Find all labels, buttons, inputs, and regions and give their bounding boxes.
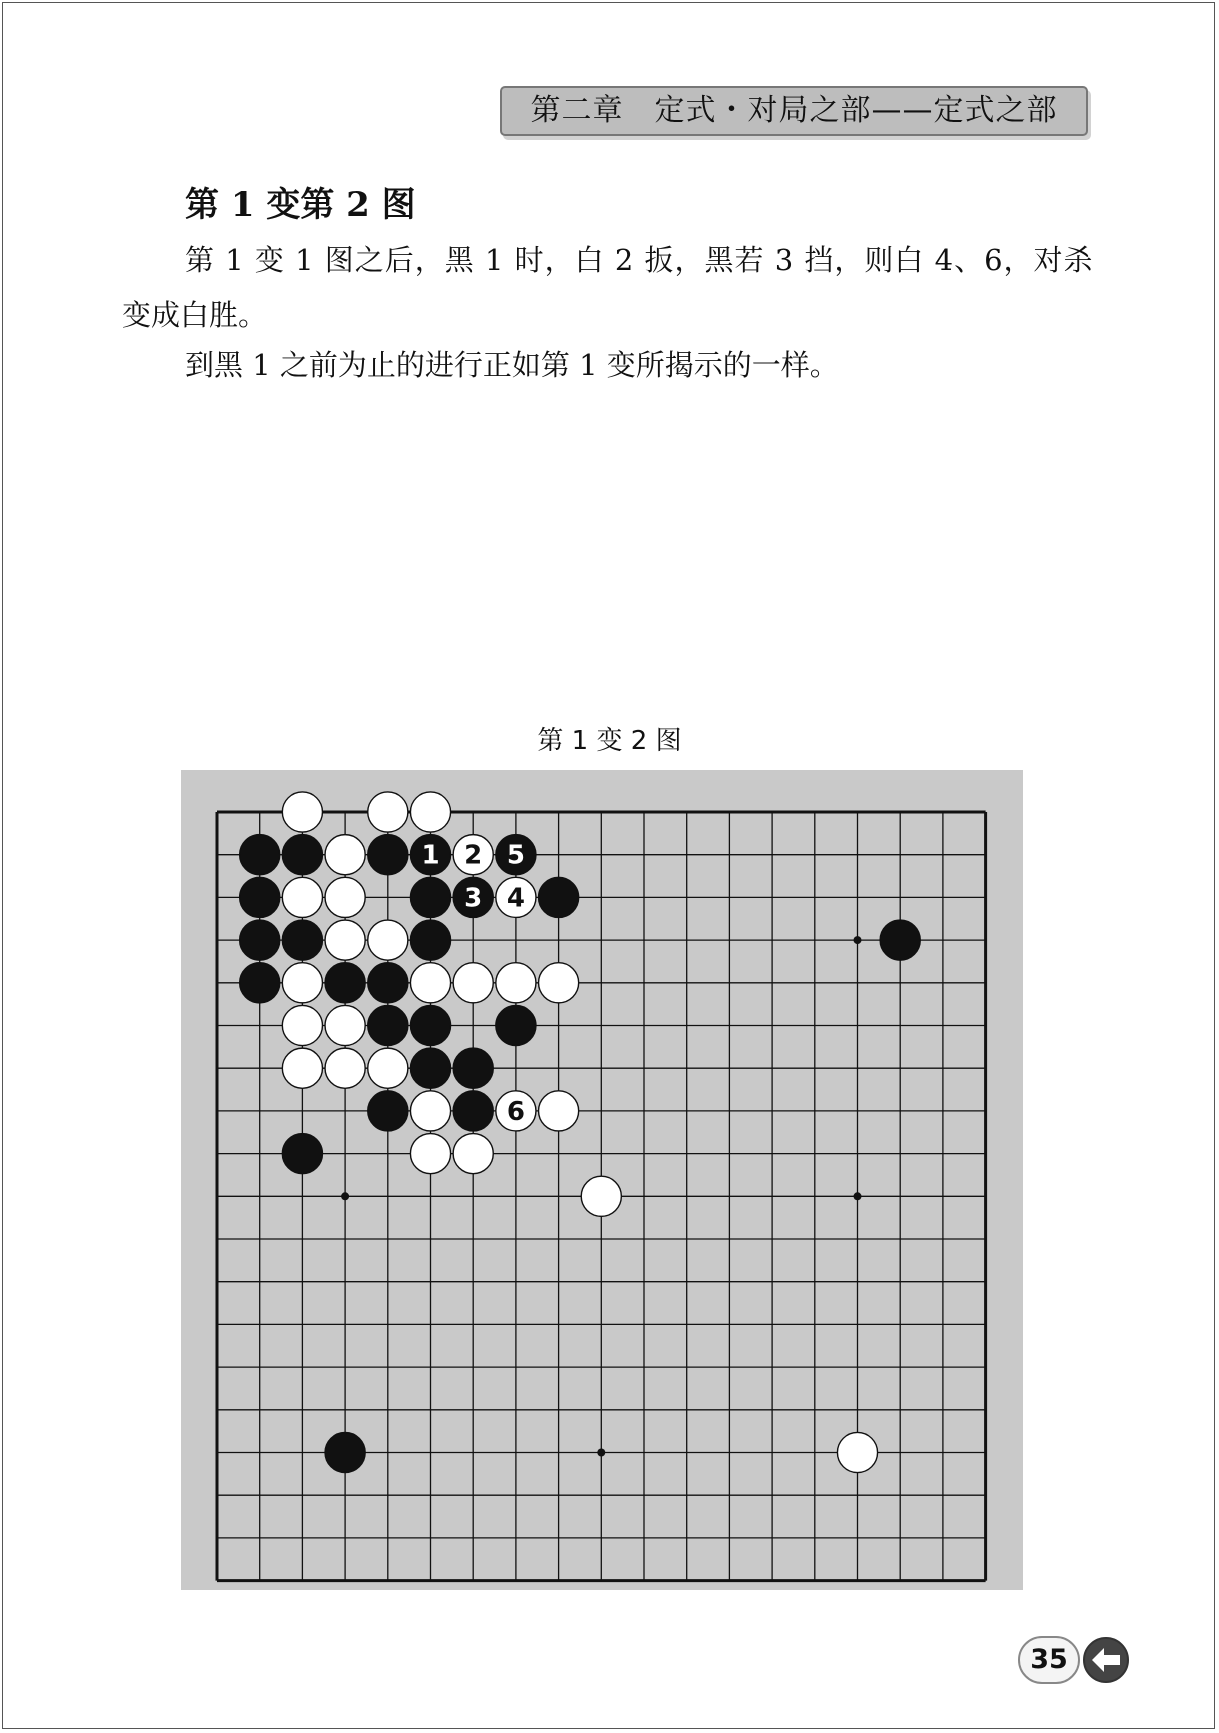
paragraph-2: 到黑 1 之前为止的进行正如第 1 变所揭示的一样。 — [185, 348, 839, 382]
black-stone — [240, 963, 280, 1003]
white-stone — [325, 920, 365, 960]
chapter-banner: 第二章 定式・对局之部——定式之部 — [500, 86, 1088, 136]
black-stone-1 — [410, 835, 450, 875]
white-stone — [453, 1134, 493, 1174]
page-number: 35 — [1018, 1636, 1080, 1684]
stone-disc — [282, 792, 322, 832]
white-stone — [368, 920, 408, 960]
stone-disc — [368, 1005, 408, 1045]
black-stone — [325, 963, 365, 1003]
stone-disc — [325, 963, 365, 1003]
stone-label: 2 — [464, 840, 483, 871]
stone-disc — [325, 1005, 365, 1045]
black-stone — [410, 877, 450, 917]
stone-disc — [282, 963, 322, 1003]
white-stone-4 — [496, 877, 536, 917]
stone-disc — [282, 877, 322, 917]
white-stone — [282, 877, 322, 917]
black-stone — [368, 835, 408, 875]
white-stone — [368, 792, 408, 832]
black-stone — [496, 1005, 536, 1045]
black-stone — [453, 1091, 493, 1131]
stone-label: 4 — [506, 883, 525, 914]
black-stone — [410, 1048, 450, 1088]
stone-disc — [325, 920, 365, 960]
stone-disc — [453, 1048, 493, 1088]
stone-disc — [581, 1176, 621, 1216]
stone-disc — [325, 877, 365, 917]
section-title: 第 1 变第 2 图 — [185, 185, 416, 225]
black-stone-5 — [496, 835, 536, 875]
black-stone — [282, 1134, 322, 1174]
black-stone — [410, 1005, 450, 1045]
white-stone — [453, 963, 493, 1003]
stone-disc — [410, 920, 450, 960]
stone-disc — [539, 963, 579, 1003]
black-stone — [282, 920, 322, 960]
white-stone — [410, 792, 450, 832]
stone-disc — [368, 792, 408, 832]
stone-disc — [410, 1048, 450, 1088]
stone-disc — [240, 920, 280, 960]
stone-disc — [282, 1134, 322, 1174]
stone-disc — [410, 877, 450, 917]
stone-disc — [410, 1091, 450, 1131]
stone-disc — [410, 792, 450, 832]
stone-label: 1 — [421, 840, 440, 871]
stone-disc — [453, 963, 493, 1003]
star-point — [341, 1192, 349, 1200]
white-stone — [368, 1048, 408, 1088]
black-stone — [453, 1048, 493, 1088]
star-point — [597, 1449, 605, 1457]
star-point — [854, 1192, 862, 1200]
stone-disc — [453, 1091, 493, 1131]
stone-disc — [539, 877, 579, 917]
black-stone-3 — [453, 877, 493, 917]
stone-disc — [282, 1048, 322, 1088]
stone-disc — [496, 1005, 536, 1045]
white-stone — [325, 877, 365, 917]
white-stone — [325, 835, 365, 875]
stone-disc — [539, 1091, 579, 1131]
stone-disc — [282, 920, 322, 960]
stone-disc — [453, 1134, 493, 1174]
white-stone — [282, 1005, 322, 1045]
black-stone — [240, 920, 280, 960]
stone-label: 3 — [464, 883, 483, 914]
stone-disc — [240, 835, 280, 875]
stone-disc — [325, 1432, 365, 1472]
stone-disc — [837, 1432, 877, 1472]
white-stone — [282, 792, 322, 832]
white-stone — [410, 1091, 450, 1131]
stone-disc — [282, 1005, 322, 1045]
go-board-diagram — [181, 770, 1023, 1590]
white-stone — [410, 963, 450, 1003]
figure-caption: 第 1 变 2 图 — [537, 726, 682, 756]
stone-disc — [410, 1005, 450, 1045]
go-board — [181, 770, 1023, 1590]
stone-disc — [410, 1134, 450, 1174]
back-arrow-icon[interactable] — [1082, 1636, 1130, 1684]
stone-disc — [368, 1091, 408, 1131]
star-point — [854, 936, 862, 944]
white-stone — [496, 963, 536, 1003]
white-stone — [282, 963, 322, 1003]
black-stone — [539, 877, 579, 917]
white-stone — [325, 1005, 365, 1045]
black-stone — [368, 1005, 408, 1045]
white-stone — [539, 963, 579, 1003]
white-stone-2 — [453, 835, 493, 875]
stone-disc — [368, 920, 408, 960]
stone-label: 5 — [506, 840, 525, 871]
black-stone — [880, 920, 920, 960]
white-stone — [410, 1134, 450, 1174]
white-stone — [837, 1432, 877, 1472]
black-stone — [368, 1091, 408, 1131]
black-stone — [368, 963, 408, 1003]
black-stone — [240, 835, 280, 875]
stone-disc — [880, 920, 920, 960]
stone-disc — [282, 835, 322, 875]
black-stone — [282, 835, 322, 875]
white-stone — [282, 1048, 322, 1088]
black-stone — [240, 877, 280, 917]
stone-label: 6 — [506, 1096, 525, 1127]
black-stone — [410, 920, 450, 960]
black-stone — [325, 1432, 365, 1472]
stone-disc — [368, 963, 408, 1003]
white-stone-6 — [496, 1091, 536, 1131]
white-stone — [539, 1091, 579, 1131]
paragraph-1-line-1: 第 1 变 1 图之后，黑 1 时，白 2 扳，黑若 3 挡，则白 4、6，对杀 — [185, 243, 1094, 277]
white-stone — [581, 1176, 621, 1216]
stone-disc — [368, 835, 408, 875]
stone-disc — [240, 877, 280, 917]
stone-disc — [325, 1048, 365, 1088]
stone-disc — [325, 835, 365, 875]
stone-disc — [240, 963, 280, 1003]
stone-disc — [410, 963, 450, 1003]
paragraph-1-line-2: 变成白胜。 — [122, 298, 268, 332]
stone-disc — [368, 1048, 408, 1088]
white-stone — [325, 1048, 365, 1088]
stone-disc — [496, 963, 536, 1003]
